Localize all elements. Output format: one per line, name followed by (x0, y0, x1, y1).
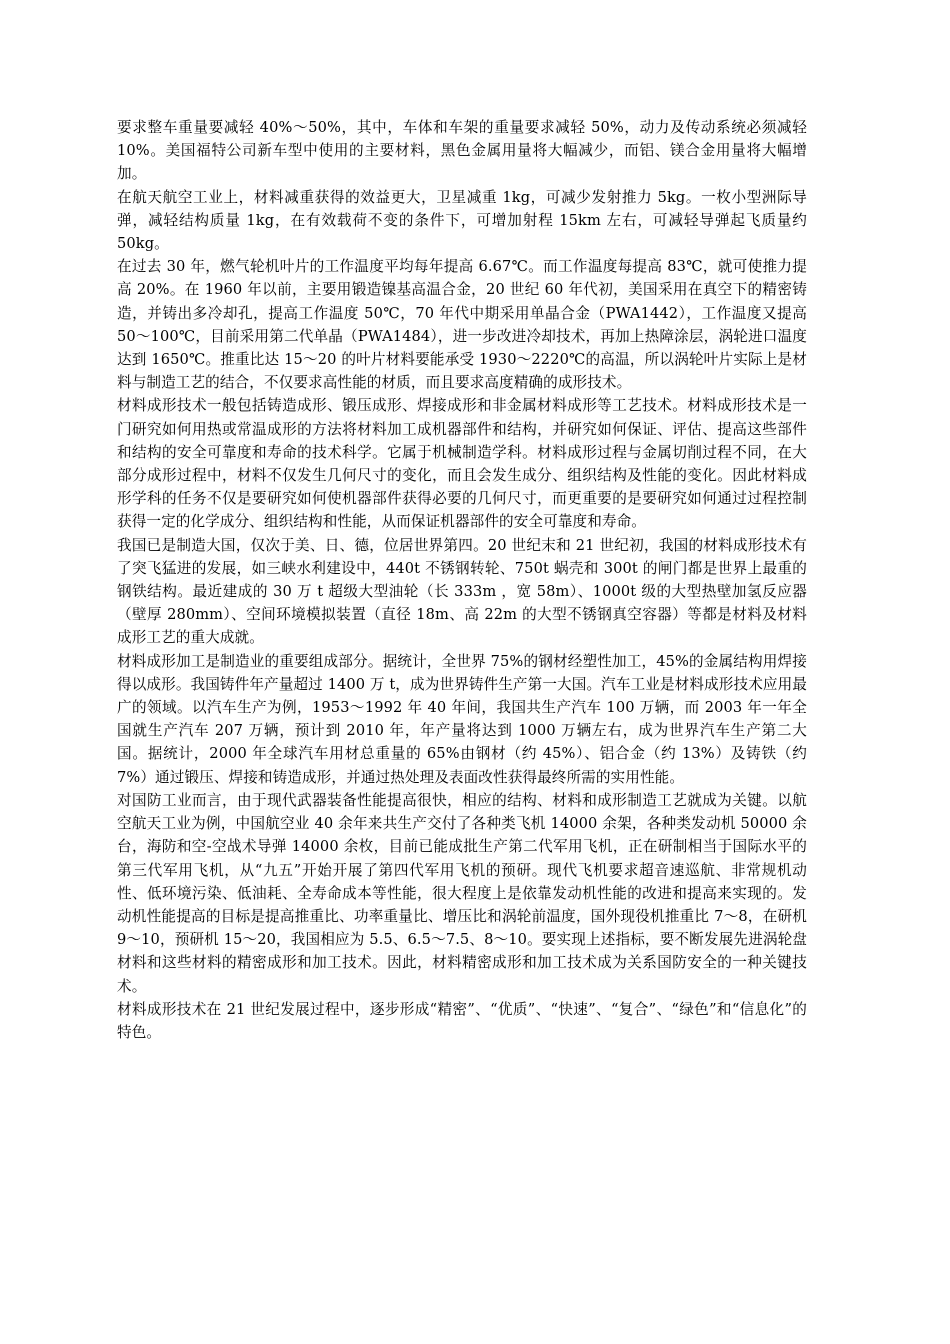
paragraph-forming-technology-definition: 材料成形技术一般包括铸造成形、锻压成形、焊接成形和非金属材料成形等工艺技术。材料成形技术是一门研究如何用热或常温成形的方法将材料加工成机器部件和结构，并研究如何保证、评估、提高这些部件和结构的安全可靠度和寿命的技术科学。它属于机械制造学科。材料成形过程与金属切削过程不同，在大部分成形过程中，材料不仅发生几何尺寸的变化，而且会发生成分、组织结构及性能的变化。因此材料成形学科的任务不仅是要研究如何使机器部件获得必要的几何尺寸，而更重要的是要研究如何通过过程控制获得一定的化学成分、组织结构和性能，从而保证机器部件的安全可靠度和寿命。 (117, 397, 807, 531)
paragraph-turbine-blade: 在过去 30 年，燃气轮机叶片的工作温度平均每年提高 6.67℃。而工作温度每提高 83℃，就可使推力提高 20%。在 1960 年以前，主要用锻造镍基高温合金，20 世纪 60 年代初，美国采用在真空下的精密铸造，并铸出多冷却孔，提高工作温度 50℃，70 年代中期采用单晶合金（PWA1442），工作温度又提高 50～100℃，目前采用第二代单晶（PWA1484），进一步改进冷却技术，再加上热障涂层，涡轮进口温度达到 1650℃。推重比达 15～20 的叶片材料要能承受 1930～2220℃的高温，所以涡轮叶片实际上是材料与制造工艺的结合，不仅要求高性能的材质，而且要求高度精确的成形技术。 (117, 258, 807, 392)
body-text (117, 116, 807, 1044)
paragraph-weight-reduction-automotive: 要求整车重量要减轻 40%～50%，其中，车体和车架的重量要求减轻 50%，动力及传动系统必须减轻 10%。美国福特公司新车型中使用的主要材料，黑色金属用量将大幅减少，而铝、镁合金用量将大幅增加。 (117, 119, 807, 183)
paragraph-aerospace-weight: 在航天航空工业上，材料减重获得的效益更大，卫星减重 1kg，可减少发射推力 5kg。一枚小型洲际导弹，减轻结构质量 1kg，在有效载荷不变的条件下，可增加射程 15km 左右，可减轻导弹起飞质量约 50kg。 (117, 188, 807, 253)
paragraph-china-manufacturing: 我国已是制造大国，仅次于美、日、德，位居世界第四。20 世纪末和 21 世纪初，我国的材料成形技术有了突飞猛进的发展，如三峡水利建设中，440t 不锈钢转轮、750t 蜗壳和 300t 的闸门都是世界上最重的钢铁结构。最近建成的 30 万 t 超级大型油轮（长 333m ，宽 58m）、1000t 级的大型热壁加氢反应器（壁厚 280mm）、空间环境模拟装置（直径 18m、高 22m 的大型不锈钢真空容器）等都是材料及材料成形工艺的重大成就。 (117, 536, 807, 647)
paragraph-forming-manufacturing-industry: 材料成形加工是制造业的重要组成部分。据统计，全世界 75%的钢材经塑性加工，45%的金属结构用焊接得以成形。我国铸件年产量超过 1400 万 t，成为世界铸件生产第一大国。汽车工业是材料成形技术应用最广的领域。以汽车生产为例，1953～1992 年 40 年间，我国共生产汽车 100 万辆，而 2003 年一年全国就生产汽车 207 万辆，预计到 2010 年，年产量将达到 1000 万辆左右，成为世界汽车生产第二大国。据统计，2000 年全球汽车用材总重量的 65%由钢材（约 45%）、铝合金（约 13%）及铸铁（约 7%）通过锻压、焊接和铸造成形，并通过热处理及表面改性获得最终所需的实用性能。 (117, 652, 807, 786)
paragraph-21st-century-features: 材料成形技术在 21 世纪发展过程中，逐步形成“精密”、“优质”、“快速”、“复合”、“绿色”和“信息化”的特色。 (117, 1000, 807, 1041)
paragraph-defense-industry: 对国防工业而言，由于现代武器装备性能提高很快，相应的结构、材料和成形制造工艺就成为关键。以航空航天工业为例，中国航空业 40 余年来共生产交付了各种类飞机 14000 余架，各种类发动机 50000 余台，海防和空-空战术导弹 14000 余枚，目前已能成批生产第二代军用飞机，正在研制相当于国际水平的第三代军用飞机，从“九五”开始开展了第四代军用飞机的预研。现代飞机要求超音速巡航、非常规机动性、低环境污染、低油耗、全寿命成本等性能，很大程度上是依靠发动机性能的改进和提高来实现的。发动机性能提高的目标是提高推重比、功率重量比、增压比和涡轮前温度，国外现役机推重比 7～8，在研机 9～10，预研机 15～20，我国相应为 5.5、6.5～7.5、8～10。要实现上述指标，要不断发展先进涡轮盘材料和这些材料的精密成形和加工技术。因此，材料精密成形和加工技术成为关系国防安全的一种关键技术。 (117, 791, 807, 995)
